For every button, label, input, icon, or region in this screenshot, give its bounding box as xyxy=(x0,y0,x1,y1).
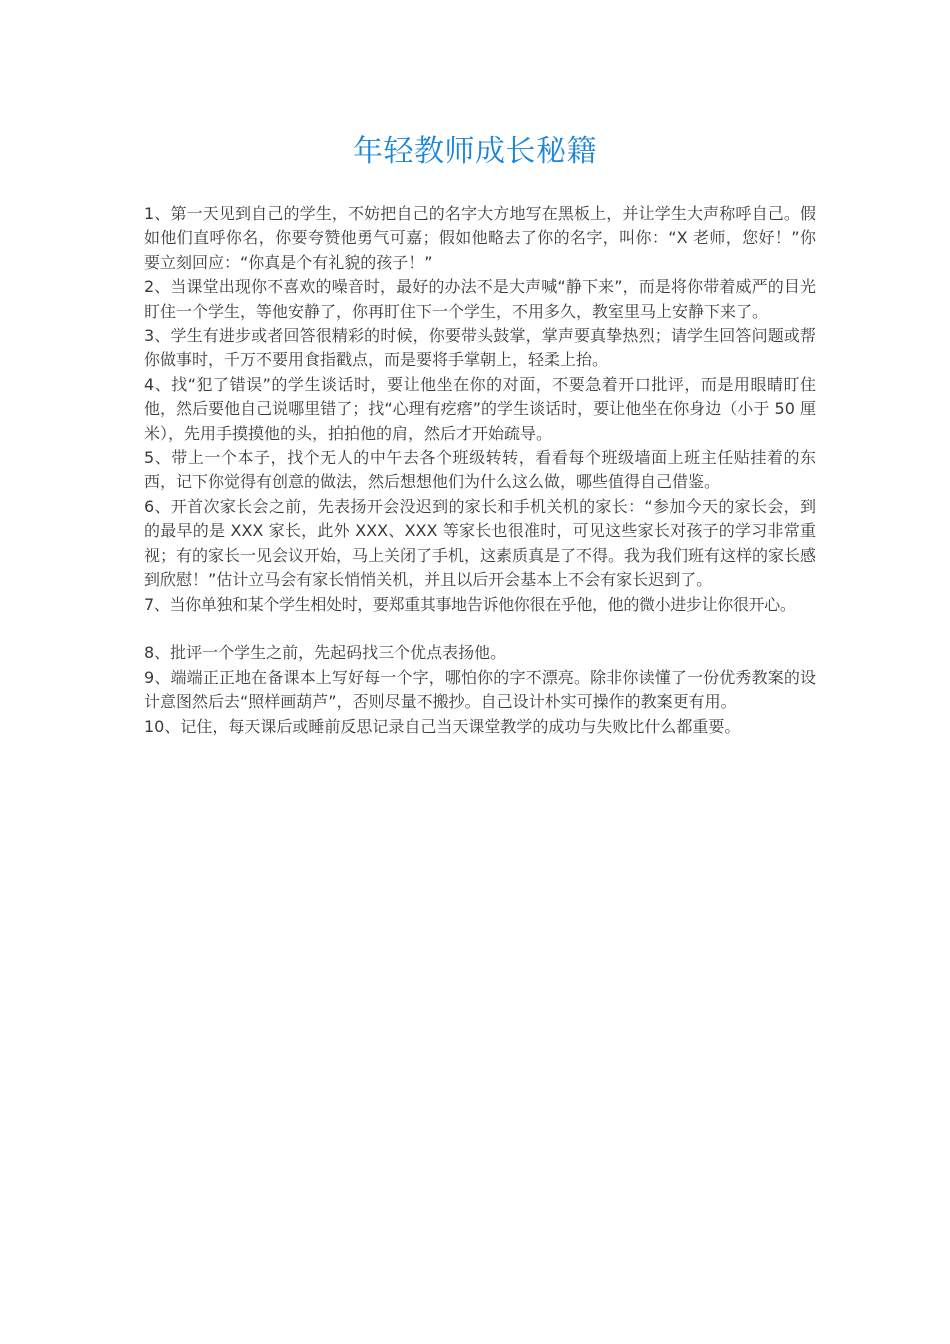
paragraph-4: 4、找“犯了错误”的学生谈话时，要让他坐在你的对面，不要急着开口批评，而是用眼睛盯住他，然后要他自己说哪里错了；找“心理有疙瘩”的学生谈话时，要让他坐在你身边（小于 50 厘米），先用手摸摸他的头，拍拍他的肩，然后才开始疏导。 xyxy=(144,374,816,443)
paragraph-2: 2、当课堂出现你不喜欢的噪音时，最好的办法不是大声喊“静下来”，而是将你带着威严的目光盯住一个学生，等他安静了，你再盯住下一个学生，不用多久，教室里马上安静下来了。 xyxy=(144,277,816,321)
document-body xyxy=(144,202,816,739)
paragraph-6: 6、开首次家长会之前，先表扬开会没迟到的家长和手机关机的家长：“参加今天的家长会，到的最早的是 XXX 家长，此外 XXX、XXX 等家长也很准时，可见这些家长对孩子的学习非常重视；有的家长一见会议开始，马上关闭了手机，这素质真是了不得。我为我们班有这样的家长感到欣慰！”估计立马会有家长悄悄关机，并且以后开会基本上不会有家长迟到了。 xyxy=(144,496,817,590)
paragraph-3: 3、学生有进步或者回答很精彩的时候，你要带头鼓掌，掌声要真挚热烈；请学生回答问题或帮你做事时，千万不要用食指戳点，而是要将手掌朝上，轻柔上抬。 xyxy=(144,326,816,370)
blank-line xyxy=(144,617,816,641)
paragraph-8: 8、批评一个学生之前，先起码找三个优点表扬他。 xyxy=(144,643,507,663)
paragraph-5: 5、带上一个本子，找个无人的中午去各个班级转转，看看每个班级墙面上班主任贴挂着的东西，记下你觉得有创意的做法，然后想想他们为什么这么做，哪些值得自己借鉴。 xyxy=(144,448,816,492)
paragraph-7: 7、当你单独和某个学生相处时，要郑重其事地告诉他你很在乎他，他的微小进步让你很开心。 xyxy=(144,594,796,614)
paragraph-10: 10、记住，每天课后或睡前反思记录自己当天课堂教学的成功与失败比什么都重要。 xyxy=(144,716,741,736)
paragraph-1: 1、第一天见到自己的学生，不妨把自己的名字大方地写在黑板上，并让学生大声称呼自己。假如他们直呼你名，你要夸赞他勇气可嘉；假如他略去了你的名字，叫你：“X 老师，您好！”你要立刻回应：“你真是个有礼貌的孩子！” xyxy=(144,204,816,272)
document-title: 年轻教师成长秘籍 xyxy=(353,134,597,169)
paragraph-9: 9、端端正正地在备课本上写好每一个字，哪怕你的字不漂亮。除非你读懂了一份优秀教案的设计意图然后去“照样画葫芦”，否则尽量不搬抄。自己设计朴实可操作的教案更有用。 xyxy=(144,667,816,712)
